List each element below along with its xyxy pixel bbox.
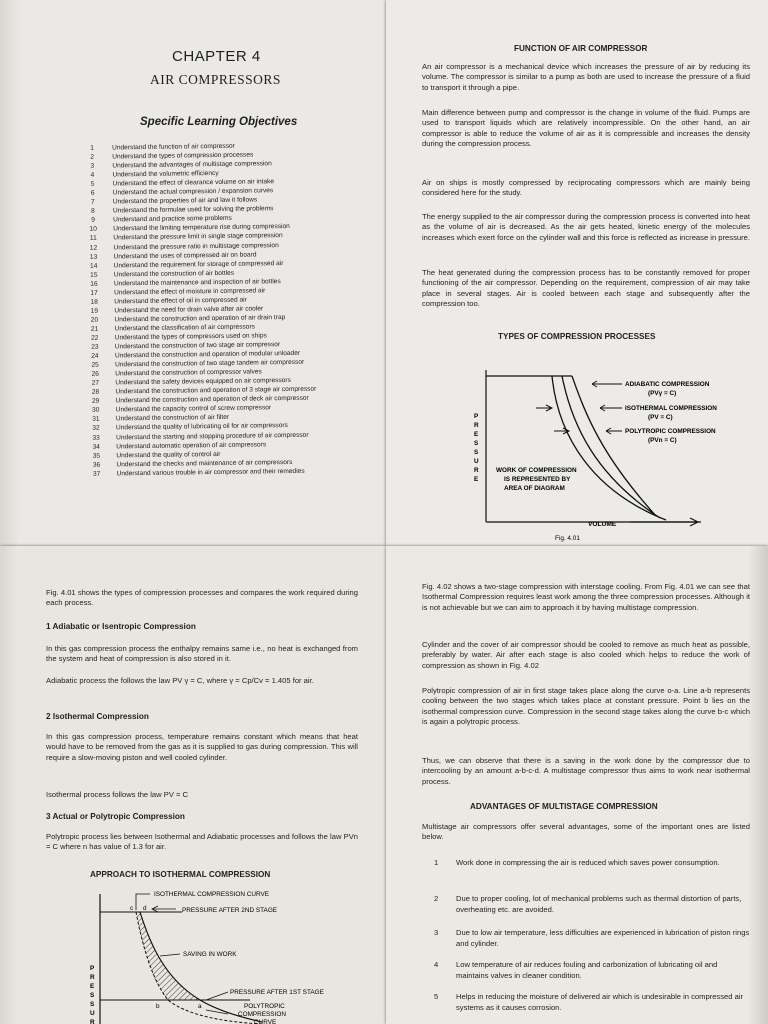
- objective-text: Understand the starting and stopping procedure of air compressor: [116, 431, 309, 441]
- advantage-item: [434, 858, 750, 869]
- objective-number: 36: [92, 461, 101, 469]
- advantage-item: [434, 928, 750, 949]
- objective-text: Understand the checks and maintenance of air compressors: [116, 458, 293, 469]
- objective-text: Understand the uses of compressed air on board: [113, 250, 257, 260]
- adiabatic-curve: [572, 376, 656, 516]
- objective-text: Understand the maintenance and inspection of air bottles: [113, 277, 281, 288]
- objective-number: 9: [91, 217, 95, 225]
- objective-number: 19: [90, 307, 99, 315]
- objective-text: Understand the construction of air filter: [115, 414, 230, 423]
- objectives-heading: Specific Learning Objectives: [140, 116, 298, 128]
- page-binding-edge: [748, 546, 768, 1024]
- heading-adiabatic: 1 Adiabatic or Isentropic Compression: [46, 622, 196, 631]
- chapter-number: CHAPTER 4: [172, 48, 261, 65]
- objective-text: Understand the advantages of multistage compression: [112, 160, 272, 170]
- advantage-item: [434, 894, 750, 915]
- objective-number: 26: [91, 370, 99, 378]
- objective-number: 15: [90, 271, 98, 279]
- paragraph: The heat generated during the compression process has to be constantly removed for proper functioning of the air compressor. Depending on the requirement, compression of air may take place in several stages. Air is cooled between each stage and subsequently after the compression too.: [422, 268, 750, 308]
- objective-text: Understand the construction of two stage tandem air compressor: [115, 358, 305, 369]
- label-isothermal-curve: ISOTHERMAL COMPRESSION CURVE: [154, 891, 270, 898]
- advantage-text: Due to proper cooling, lot of mechanical problems such as thermal distortion of parts, overheating etc. are avoided.: [456, 894, 742, 914]
- label-pressure-2nd-stage: PRESSURE AFTER 2ND STAGE: [182, 907, 278, 914]
- diagram-heading-approach: APPROACH TO ISOTHERMAL COMPRESSION: [90, 870, 271, 879]
- advantage-item: [434, 960, 750, 981]
- section-heading-function: FUNCTION OF AIR COMPRESSOR: [514, 44, 648, 53]
- objective-number: 5: [90, 180, 95, 188]
- objective-text: Understand the construction of compressor valves: [115, 368, 262, 378]
- objective-number: 1: [90, 144, 94, 152]
- paragraph: The energy supplied to the air compressor during the compression process is converted into heat as the volume of air is decreased. As the air gets heated, kinetic energy of the molecules increases which exert force on the cylinder wall and this force is reflected as increase in pressure.: [422, 212, 750, 242]
- objective-number: 27: [91, 379, 100, 387]
- objective-text: Understand the construction and operation of air drain trap: [114, 313, 286, 324]
- label-saving-in-work: SAVING IN WORK: [183, 951, 237, 958]
- pressure-label: [90, 965, 95, 1024]
- isothermal-approach-diagram: [0, 884, 386, 1024]
- figure-caption: Fig. 4.01: [555, 535, 580, 542]
- objective-number: 24: [91, 352, 99, 360]
- objective-text: Understand the construction and operation of 3 stage air compressor: [115, 385, 317, 396]
- advantage-number: 3: [434, 928, 439, 937]
- diagram-heading-types: TYPES OF COMPRESSION PROCESSES: [498, 332, 656, 341]
- objective-number: 4: [90, 171, 95, 179]
- objective-text: Understand the quality of lubricating oil for air compressors: [115, 422, 288, 432]
- objective-text: Understand the pressure ratio in multistage compression: [113, 241, 279, 251]
- objective-number: 10: [89, 226, 97, 234]
- objective-number: 34: [92, 443, 100, 451]
- objective-text: Understand the actual compression / expansion curves: [112, 187, 274, 197]
- pressure-label-letter: R: [474, 422, 479, 429]
- paragraph: Fig. 4.01 shows the types of compression processes and compares the work required during each process.: [46, 588, 358, 608]
- advantage-number: 4: [434, 960, 439, 969]
- objective-text: Understand the effect of clearance volume on air intake: [112, 178, 275, 188]
- page-binding-edge: [0, 0, 20, 546]
- objective-number: 2: [90, 153, 95, 161]
- objective-number: 14: [89, 262, 98, 270]
- pressure-label-letter: E: [90, 983, 95, 990]
- objective-number: 18: [90, 298, 98, 306]
- label-polytropic-3: CURVE: [254, 1019, 277, 1024]
- objective-text: Understand the construction of two stage air compressor: [114, 341, 281, 351]
- page-top-left: [0, 0, 386, 546]
- polytropic-pointer: [606, 428, 622, 434]
- advantage-text: Low temperature of air reduces fouling and carbonization of lubricating oil and maintains valves in cleaner condition.: [456, 960, 718, 980]
- heading-advantages: ADVANTAGES OF MULTISTAGE COMPRESSION: [470, 802, 658, 811]
- label-volume: VOLUME: [588, 521, 617, 528]
- paragraph: In this gas compression process, temperature remains constant which means that heat would have to be removed from the gas as it is supplied to gas during compression. This will require a slow-moving piston and well cooled cylinder.: [46, 732, 358, 762]
- objective-number: 17: [90, 289, 98, 297]
- page-bottom-right: [386, 546, 768, 1024]
- paragraph: Air on ships is mostly compressed by reciprocating compressors which are mainly being considered here for the study.: [422, 178, 750, 198]
- pressure-label-letter: S: [474, 449, 479, 456]
- pressure-label-letter: U: [90, 1010, 95, 1017]
- objective-text: Understand the safety devices equipped on air compressors: [115, 377, 291, 387]
- objective-text: Understand various trouble in air compressor and their remedies: [116, 467, 305, 478]
- pressure-label-letter: R: [474, 467, 479, 474]
- objective-number: 8: [91, 208, 95, 216]
- label-isothermal-law: (PV = C): [648, 414, 673, 421]
- objective-number: 33: [92, 434, 100, 442]
- point-b: b: [156, 1003, 160, 1010]
- pressure-label-letter: R: [90, 974, 95, 981]
- point-d: d: [143, 905, 147, 912]
- objective-number: 12: [89, 244, 98, 252]
- objective-number: 30: [92, 407, 100, 415]
- advantage-number: 1: [434, 858, 439, 867]
- paragraph: Main difference between pump and compressor is the change in volume of the fluid. Pumps are used to transport liquids which are relatively incompressible. On the other hand, an air compressor is able to reduce the volume of air as it is compressible and increases the density during the compression process.: [422, 108, 750, 148]
- objective-number: 20: [90, 316, 99, 324]
- objective-number: 32: [92, 425, 100, 433]
- pressure-label-letter: U: [474, 458, 479, 465]
- objective-text: Understand the types of compressors used on ships: [114, 332, 267, 342]
- objective-number: 13: [89, 253, 98, 261]
- heading-polytropic: 3 Actual or Polytropic Compression: [46, 812, 185, 821]
- paragraph: Thus, we can observe that there is a saving in the work done by the compressor due to intercooling by an amount a-b-c-d. A multistage compressor thus aims to work near isothermal process.: [422, 756, 750, 786]
- paragraph: An air compressor is a mechanical device which increases the pressure of air by reducing its volume. The compressor is similar to a pump as both are used to increase the pressure of a fluid to transport it through a pipe.: [422, 62, 750, 92]
- advantage-item: [434, 992, 750, 1013]
- pressure-label-letter: E: [474, 476, 479, 483]
- objective-number: 31: [92, 416, 100, 424]
- compression-types-diagram: [386, 346, 768, 546]
- pressure-label-letter: R: [90, 1019, 95, 1024]
- objective-text: Understand the formulae used for solving the problems: [112, 205, 274, 215]
- objective-text: Understand the construction and operation of deck air compressor: [115, 395, 309, 405]
- work-note-line-2: IS REPRESENTED BY: [504, 476, 571, 483]
- pressure-label: [474, 413, 479, 483]
- objective-text: Understand and practice some problems: [113, 215, 232, 224]
- objective-number: 11: [89, 235, 97, 243]
- objective-number: 21: [90, 325, 99, 333]
- objective-number: 28: [91, 388, 100, 397]
- objective-text: Understand the construction and operation of modular unloader: [114, 349, 301, 360]
- paragraph: Cylinder and the cover of air compressor should be cooled to remove as much heat as possible, preferably by water. Air after each stage is also cooled which helps to reduce the work of compression as shown in Fig. 4.02: [422, 640, 750, 670]
- work-note-line-1: WORK OF COMPRESSION: [496, 467, 577, 474]
- objective-text: Understand the classification of air compressors: [114, 323, 255, 333]
- pressure-label-letter: P: [474, 413, 479, 420]
- label-pressure-1st-stage: PRESSURE AFTER 1ST STAGE: [230, 989, 324, 996]
- isothermal-pointer: [600, 405, 622, 411]
- objective-text: Understand automatic operation of air compressors: [116, 440, 267, 450]
- pressure-label-letter: E: [474, 431, 479, 438]
- point-c: c: [130, 905, 134, 912]
- paragraph: In this gas compression process the enthalpy remains same i.e., no heat is exchanged from the system and heat of compression is also stored in it.: [46, 644, 358, 664]
- objective-number: 3: [90, 162, 95, 170]
- pressure-label-letter: S: [474, 440, 479, 447]
- objective-text: Understand the need for drain valve after air cooler: [114, 305, 264, 315]
- paragraph: Isothermal process follows the law PV = C: [46, 790, 189, 799]
- objective-number: 7: [90, 198, 95, 207]
- isothermal-curve: [552, 376, 666, 520]
- label-polytropic-1: POLYTROPIC: [244, 1003, 285, 1010]
- advantage-text: Helps in reducing the moisture of delivered air which is undesirable in compressed air systems as it causes corrosion.: [456, 992, 744, 1012]
- page-bottom-left: [0, 546, 386, 1024]
- paragraph: Adiabatic process the follows the law PV γ = C, where γ = Cp/Cv = 1.405 for air.: [46, 676, 314, 685]
- point-a: a: [198, 1003, 202, 1010]
- objective-number: 22: [90, 334, 99, 342]
- objective-number: 16: [90, 280, 98, 288]
- advantage-text: Due to low air temperature, less difficulties are experienced in lubrication of piston rings and cylinder.: [456, 928, 750, 948]
- pressure-label-letter: P: [90, 965, 95, 972]
- objective-text: Understand the function of air compressor: [112, 142, 235, 152]
- objective-text: Understand the effect of oil in compressed air: [114, 296, 247, 306]
- advantage-text: Work done in compressing the air is reduced which saves power consumption.: [456, 858, 720, 867]
- pressure-label-letter: S: [90, 1001, 95, 1008]
- label-polytropic: POLYTROPIC COMPRESSION: [625, 428, 716, 435]
- work-note-line-3: AREA OF DIAGRAM: [504, 485, 565, 492]
- objective-text: Understand the requirement for storage of compressed air: [113, 259, 284, 270]
- objective-number: 6: [90, 189, 95, 197]
- objective-number: 37: [92, 470, 101, 478]
- adiabatic-pointer: [592, 381, 622, 387]
- label-adiabatic: ADIABATIC COMPRESSION: [625, 381, 710, 388]
- paragraph: Multistage air compressors offer several advantages, some of the important ones are listed below.: [422, 822, 750, 842]
- paragraph: Polytropic compression of air in first stage takes place along the curve o-a. Line a-b represents cooling between the two stages which takes place at constant pressure. Point b lies on the isothermal compression curve. Compression in the second stage takes along the curve b-c which is again a polytropic process.: [422, 686, 750, 726]
- objective-number: 23: [91, 343, 99, 351]
- objective-text: Understand the properties of air and law it follows: [112, 196, 258, 206]
- objectives-list: [72, 140, 377, 479]
- label-polytropic-2: COMPRESSION: [238, 1011, 286, 1018]
- label-isothermal: ISOTHERMAL COMPRESSION: [625, 405, 717, 412]
- heading-isothermal: 2 Isothermal Compression: [46, 712, 149, 721]
- objective-text: Understand the types of compression processes: [112, 151, 254, 161]
- objective-number: 29: [91, 397, 100, 406]
- page-top-right: [386, 0, 768, 546]
- chapter-title: AIR COMPRESSORS: [150, 72, 281, 87]
- objective-number: 25: [91, 361, 99, 369]
- polytropic-curve: [562, 376, 660, 518]
- advantage-number: 5: [434, 992, 439, 1001]
- objective-text: Understand the limiting temperature rise during compression: [113, 223, 290, 233]
- objective-number: 35: [92, 452, 101, 460]
- objective-text: Understand the pressure limit in single stage compression: [113, 232, 283, 242]
- objective-text: Understand the effect of moisture in compressed air: [114, 287, 266, 297]
- pressure-label-letter: S: [90, 992, 95, 999]
- advantage-number: 2: [434, 894, 439, 903]
- objective-text: Understand the volumetric efficiency: [112, 170, 219, 179]
- objective-text: Understand the capacity control of screw compressor: [115, 404, 272, 414]
- paragraph: Fig. 4.02 shows a two-stage compression with interstage cooling. From Fig. 4.01 we can see that Isothermal Compression requires least work among the three compression processes. Although it is not achievable but we can aim to approach it by having multistage compression.: [422, 582, 750, 612]
- paragraph: Polytropic process lies between Isothermal and Adiabatic processes and follows the law PVn = C where n has value of 1.3 for air.: [46, 832, 358, 852]
- label-adiabatic-law: (PVγ = C): [648, 390, 677, 397]
- objective-text: Understand the quality of control air: [116, 450, 221, 460]
- label-polytropic-law: (PVn = C): [648, 437, 677, 444]
- objective-text: Understand the construction of air bottles: [113, 269, 235, 279]
